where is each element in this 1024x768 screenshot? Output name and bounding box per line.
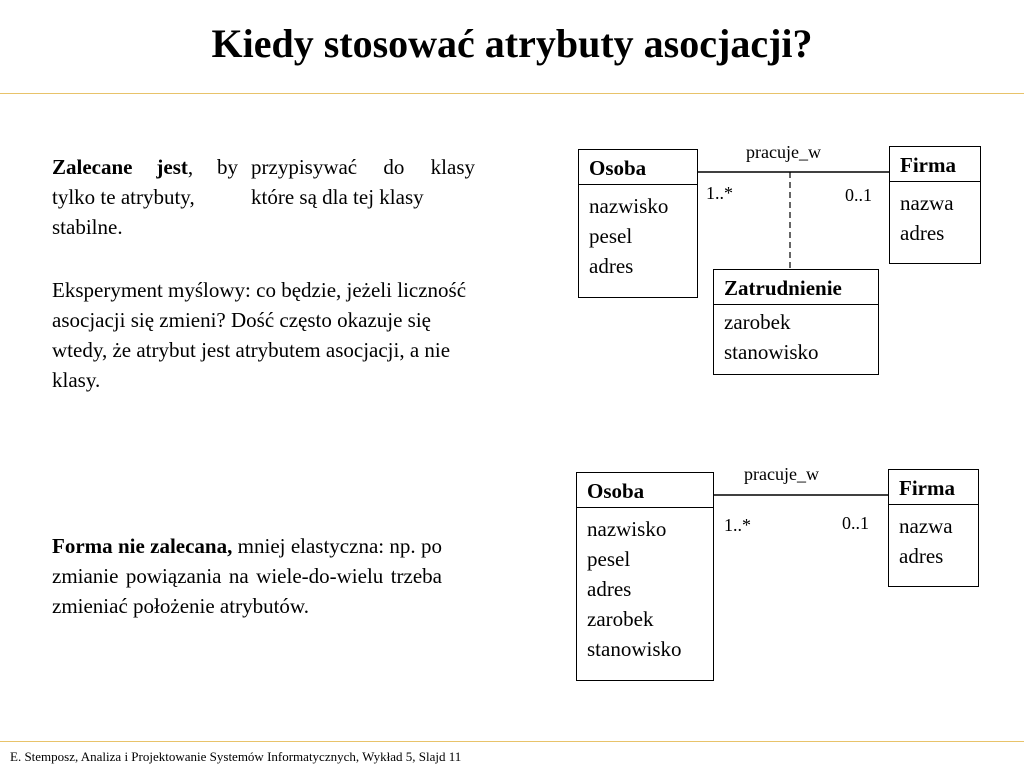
d1-osoba-attributes xyxy=(579,185,697,287)
d1-osoba-attr: adres xyxy=(589,254,634,278)
slide-title: Kiedy stosować atrybuty asocjacji? xyxy=(211,21,813,66)
d1-zatrudnienie-name: Zatrudnienie xyxy=(714,270,878,305)
d1-association-class-zatrudnienie xyxy=(713,269,879,375)
d2-multiplicity-right: 0..1 xyxy=(842,513,869,533)
d1-association-name: pracuje_w xyxy=(746,142,821,162)
d2-multiplicity-left: 1..* xyxy=(724,515,751,535)
paragraph-recommended-right: przypisywać do klasy które są dla tej klasy xyxy=(251,155,475,209)
d1-multiplicity-right: 0..1 xyxy=(845,185,872,205)
recommended-rest: , by tylko te atrybuty, xyxy=(52,155,238,209)
d1-firma-name: Firma xyxy=(890,147,980,182)
recommended-bold: Zalecane jest xyxy=(52,155,188,179)
d1-multiplicity-left: 1..* xyxy=(706,183,733,203)
d2-firma-attr: nazwa xyxy=(899,514,953,538)
d1-class-firma xyxy=(889,146,981,264)
bottom-rule xyxy=(0,741,1024,742)
d1-zatrudnienie-attr: stanowisko xyxy=(724,340,819,364)
d2-class-firma xyxy=(888,469,979,587)
d2-osoba-attr: zarobek xyxy=(587,607,654,631)
d2-osoba-attr: stanowisko xyxy=(587,637,682,661)
d1-class-osoba xyxy=(578,149,698,298)
d2-firma-attributes xyxy=(889,505,978,577)
d2-osoba-attributes xyxy=(577,508,713,670)
slide-footer: E. Stemposz, Analiza i Projektowanie Systemów Informatycznych, Wykład 5, Slajd 11 xyxy=(10,749,462,764)
d1-zatrudnienie-attributes xyxy=(714,305,878,373)
d2-osoba-attr: adres xyxy=(587,577,632,601)
d2-osoba-attr: nazwisko xyxy=(587,517,667,541)
d2-osoba-attr: pesel xyxy=(587,547,631,571)
d1-zatrudnienie-attr: zarobek xyxy=(724,310,791,334)
paragraph-thought-experiment: Eksperyment myślowy: co będzie, jeżeli liczność asocjacji się zmieni? Dość często okazuje się wtedy, że atrybut jest atrybutem asocjacji, a nie klasy. xyxy=(52,278,467,392)
d1-osoba-attr: nazwisko xyxy=(589,194,669,218)
d1-firma-attr: nazwa xyxy=(900,191,954,215)
d1-firma-attr: adres xyxy=(900,221,945,245)
not-recommended-rest: mniej elastyczna: np. po zmianie powiązania na wiele-do-wielu trzeba zmieniać położenie atrybutów. xyxy=(52,534,443,618)
d2-association-name: pracuje_w xyxy=(744,464,819,484)
d1-osoba-name: Osoba xyxy=(579,150,697,185)
d2-firma-name: Firma xyxy=(889,470,978,505)
d2-firma-attr: adres xyxy=(899,544,944,568)
d2-osoba-name: Osoba xyxy=(577,473,713,508)
d2-class-osoba xyxy=(576,472,714,681)
d1-osoba-attr: pesel xyxy=(589,224,633,248)
paragraph-recommended-end: stabilne. xyxy=(52,215,123,239)
d1-firma-attributes xyxy=(890,182,980,254)
not-recommended-bold: Forma nie zalecana, xyxy=(52,534,233,558)
